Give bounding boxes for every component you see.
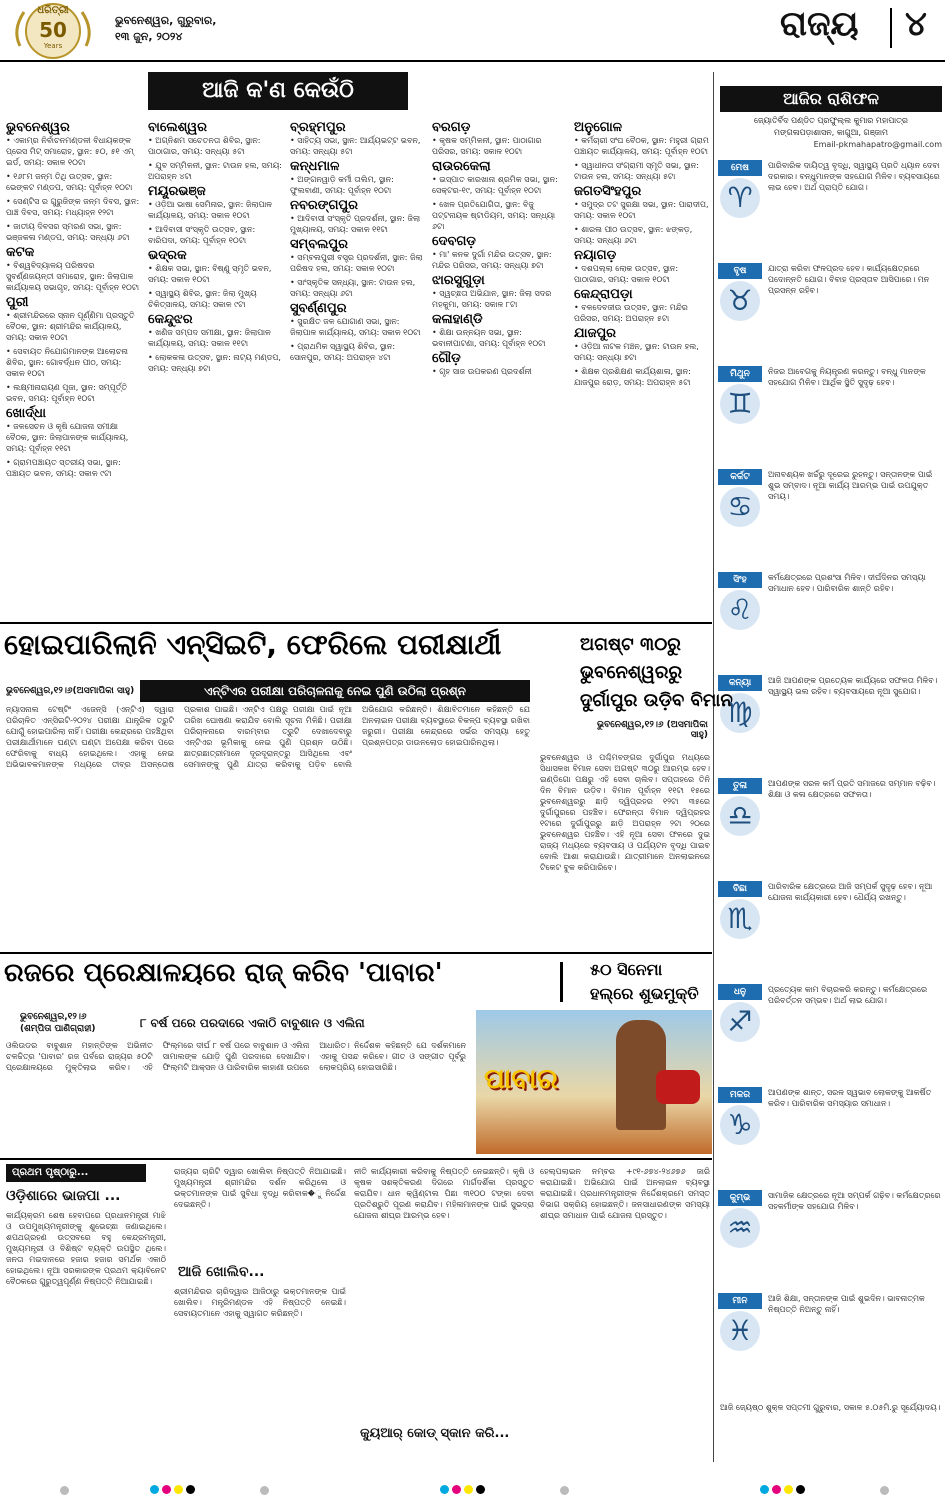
zodiac-name: କନ୍ୟା xyxy=(718,675,762,691)
events-column xyxy=(432,118,567,613)
event-item: • ଓଡ଼ିଆ ଭାଷା ସେମିନାର, ସ୍ଥାନ: ଜିଲାପାଳ କାର୍ଯ୍ୟାଳୟ, ସମୟ: ସକାଳ ୧୦ଟା xyxy=(148,199,283,221)
event-town: ଭୁବନେଶ୍ୱର xyxy=(6,120,70,135)
zodiac-row xyxy=(718,366,945,464)
zodiac-prediction: ନିଜର ଆବେଗକୁ ନିୟନ୍ତ୍ରଣ କରନ୍ତୁ। ବନ୍ଧୁ ମାନଙ୍କ ସହଯୋଗ ମିଳିବ। ଆର୍ଥିକ ସ୍ଥିତି ସୁଦୃଢ଼ ହେବ। xyxy=(768,367,926,387)
event-town: ପୁରୀ xyxy=(6,295,29,310)
zodiac-name: ମକର xyxy=(718,1087,762,1103)
story3-side-2: ହଲ୍‌ରେ ଶୁଭମୁକ୍ତି xyxy=(590,984,699,1003)
event-town: ବରଗଡ଼ xyxy=(432,120,471,135)
zodiac-row xyxy=(718,160,945,258)
zodiac-prediction: ଆପଣଙ୍କ ଶାନ୍ତ, ସରଳ ସ୍ୱଭାବ ଲୋକଙ୍କୁ ଆକର୍ଷିତ କରିବ। ପାରିବାରିକ ସମସ୍ୟାର ସମାଧାନ। xyxy=(768,1088,932,1108)
poster-drum xyxy=(656,1070,700,1104)
event-town: ଝାରସୁଗୁଡ଼ା xyxy=(432,273,485,288)
story3-dateline-2: (ଶମ୍ପିତା ପାଣିଗ୍ରାହୀ) xyxy=(20,1024,96,1034)
event-item: • ଶିକ୍ଷକ ପ୍ରଶିକ୍ଷଣ କାର୍ଯ୍ୟଶାଳା, ସ୍ଥାନ: ଯାଜପୁର ରୋଡ଼, ସମୟ: ଅପରାହ୍ନ ୫ଟା xyxy=(574,366,710,388)
zodiac-prediction: ପ୍ରତ୍ୟେକ କାମ ବିଚାରକରି କରନ୍ତୁ। କର୍ମକ୍ଷେତ୍ରରେ ପରିବର୍ତ୍ତନ ସମ୍ଭବ। ଅର୍ଥ ଲାଭ ଯୋଗ। xyxy=(768,985,928,1005)
frontpage-body-5: ହେଲ୍ପଲାଇନ ନମ୍ବର +୯୧-୬୭୪-୨୪୬୭୬ ଜାରି କରାଯାଇଛି। ଅଭିଯୋଗ ପାଇଁ ଅନଲାଇନ ବ୍ୟବସ୍ଥା କରାଯାଇଛି। ପ୍ରଧାନମନ୍ତ୍ରୀଙ୍କ ନିର୍ଦ୍ଦେଶକ୍ରମେ ସମସ୍ତ ବିଭାଗ ସକ୍ରିୟ ହୋଇଛନ୍ତି। ଜନସାଧାରଣଙ୍କ ସମସ୍ୟା ଶୀଘ୍ର ସମାଧାନ ପାଇଁ ଯୋଜନା ପ୍ରସ୍ତୁତ। xyxy=(540,1167,710,1220)
event-item: • କର୍ମଚାରୀ ସଂଘ ବୈଠକ, ସ୍ଥାନ: ମହୁରୀ ଗ୍ରାମ ପଞ୍ଚାୟତ କାର୍ଯ୍ୟାଳୟ, ସମୟ: ପୂର୍ବାହ୍ନ ୧୦ଟା xyxy=(574,135,710,157)
frontpage-top-rule xyxy=(0,1158,712,1160)
zodiac-symbol-icon: ♏ xyxy=(720,899,760,939)
events-column xyxy=(290,118,425,613)
events-column xyxy=(148,118,283,613)
masthead-rule xyxy=(0,60,945,62)
zodiac-prediction: ପାରିବାରିକ କ୍ଷେତ୍ରରେ ଆଜି ସମ୍ପର୍କ ସୁଦୃଢ଼ ହେବ। ନୂଆ ଯୋଜନା କାର୍ଯ୍ୟକାରୀ ହେବ। ଧୈର୍ଯ୍ୟ ରଖନ୍ତୁ। xyxy=(768,882,933,902)
zodiac-prediction: ଆପଣଙ୍କ ସରଳ କର୍ମ ପ୍ରତି ସମାଜରେ ସମ୍ମାନ ବଢ଼ିବ। ଶିକ୍ଷା ଓ କଳା କ୍ଷେତ୍ରରେ ସଫଳତା। xyxy=(768,779,936,799)
event-town: ଯାଜପୁର xyxy=(574,326,617,341)
event-item: • ଇସ୍ପାତ କାରଖାନା ଶ୍ରମିକ ସଭା, ସ୍ଥାନ: ସେକ୍ଟର-୧୯, ସମୟ: ପୂର୍ବାହ୍ନ ୧୦ଟା xyxy=(432,174,567,196)
event-town: ବାଲେଶ୍ୱର xyxy=(148,120,207,135)
zodiac-row xyxy=(718,1293,945,1391)
zodiac-prediction: ଅନାବଶ୍ୟକ ଖର୍ଚ୍ଚରୁ ଦୂରେଇ ରୁହନ୍ତୁ। ସନ୍ତାନଙ୍କ ପାଇଁ ଶୁଭ ସମ୍ବାଦ। ନୂଆ କାର୍ଯ୍ୟ ଆରମ୍ଭ ପାଇଁ ଉପଯୁକ୍ତ ସମୟ। xyxy=(768,470,933,501)
zodiac-name: ବୃଷ xyxy=(718,263,762,279)
logo-years: 50 xyxy=(39,18,67,42)
zodiac-name: ମେଷ xyxy=(718,160,762,176)
story2-headline-1: ଅଗଷ୍ଟ ୩୦ରୁ xyxy=(580,634,681,655)
event-item: • ଲକ୍ଷ୍ମୀନାରାୟଣ ପୂଜା, ସ୍ଥାନ: ସମ୍ପୂର୍ତ୍ତି ଭବନ, ସମୟ: ପୂର୍ବାହ୍ନ ୧୦ଟା xyxy=(6,382,142,404)
zodiac-row xyxy=(718,469,945,567)
rashifala-footer: ଆଜି ଜ୍ୟେଷ୍ଠ ଶୁକ୍ଳ ସପ୍ତମୀ ଗୁରୁବାର, ସକାଳ ୫.୦୫ମି.ରୁ ସୂର୍ଯ୍ୟୋଦୟ। xyxy=(720,1403,941,1412)
zodiac-symbol-icon: ♊ xyxy=(720,384,760,424)
zodiac-prediction: ଯାତ୍ରା କରିବା ଫଳପ୍ରଦ ହେବ। କାର୍ଯ୍ୟକ୍ଷେତ୍ରରେ ପଦୋନ୍ନତି ଯୋଗ। ବିବାହ ପ୍ରସ୍ତାବ ଆସିପାରେ। ମନ ପ୍ରସନ୍ନ ରହିବ। xyxy=(768,264,930,295)
event-item: • ଓଡ଼ିଆ ନାଟକ ମଞ୍ଚନ, ସ୍ଥାନ: ଟାଉନ ହଲ, ସମୟ: ସନ୍ଧ୍ୟା ୭ଟା xyxy=(574,341,710,363)
event-town: କେନ୍ଦ୍ରାପଡ଼ା xyxy=(574,287,633,302)
event-item: • ଅଗ୍ନିଶମ ସଚେତନତା ଶିବିର, ସ୍ଥାନ: ପାଠାଗାର, ସମୟ: ସନ୍ଧ୍ୟା ୫ଟା xyxy=(148,135,283,157)
event-item: • ସମୁଦ୍ର ତଟ ସୁରକ୍ଷା ସଭା, ସ୍ଥାନ: ପାରାଦୀପ, ସମୟ: ସକାଳ ୧୦ଟା xyxy=(574,199,710,221)
rashifala-header xyxy=(720,86,942,112)
event-town: କଟକ xyxy=(6,245,35,260)
story1-headline: ହୋଇପାରିଲାନି ଏନ୍‌ସିଇଟି, ଫେରିଲେ ପରୀକ୍ଷାର୍ଥୀ xyxy=(4,628,502,661)
zodiac-symbol-icon: ♍ xyxy=(720,693,760,733)
event-item: • ପ୍ରାଥମିକ ସ୍ୱାସ୍ଥ୍ୟ ଶିବିର, ସ୍ଥାନ: ସୋନପୁର, ସମୟ: ଅପରାହ୍ନ ୪ଟା xyxy=(290,341,425,363)
story1-top-rule xyxy=(0,622,712,624)
zodiac-prediction: ସାମାଜିକ କ୍ଷେତ୍ରରେ ନୂଆ ସମ୍ପର୍କ ଗଢ଼ିବ। କର୍ମକ୍ଷେତ୍ରରେ ସହକର୍ମୀଙ୍କ ସହଯୋଗ ମିଳିବ। xyxy=(768,1191,941,1211)
event-item: • ଯୁବ ସମ୍ମିଳନୀ, ସ୍ଥାନ: ଟାଉନ ହଲ, ସମୟ: ଅପରାହ୍ନ ୪ଟା xyxy=(148,160,283,182)
event-town: ଗୌଡ଼ xyxy=(432,351,461,366)
zodiac-prediction: କର୍ମକ୍ଷେତ୍ରରେ ପ୍ରଶଂସା ମିଳିବ। ଦୀର୍ଘଦିନର ସମସ୍ୟା ସମାଧାନ ହେବ। ପାରିବାରିକ ଶାନ୍ତି ରହିବ। xyxy=(768,573,926,593)
zodiac-symbol-icon: ♒ xyxy=(720,1208,760,1248)
frontpage-label: ପ୍ରଥମ ପୃଷ୍ଠାରୁ... xyxy=(12,1167,89,1178)
event-item: • ସ୍ୱାସ୍ଥ୍ୟ ଶିବିର, ସ୍ଥାନ: ଜିଲା ମୁଖ୍ୟ ଚିକିତ୍ସାଳୟ, ସମୟ: ସକାଳ ୯ଟା xyxy=(148,288,283,310)
zodiac-row xyxy=(718,263,945,361)
poster-title: ପାବାର xyxy=(484,1062,559,1095)
story3-dateline: ଭୁବନେଶ୍ୱର,୧୨।୬ xyxy=(20,1012,87,1022)
zodiac-name: ବିଛା xyxy=(718,881,762,897)
registration-marks xyxy=(0,1474,945,1494)
event-town: ଦେବଗଡ଼ xyxy=(432,234,476,249)
event-item: • ବିଶ୍ୱବିଦ୍ୟାଳୟ ପରିଷଦର ସୁବର୍ଣ୍ଣଜୟନ୍ତୀ ସମାରୋହ, ସ୍ଥାନ: ଜିଲାପାଳ କାର୍ଯ୍ୟାଳୟ ସଭାଗୃହ, ସମୟ: ପୂର୍ବାହ୍ନ ୧୦ଟା xyxy=(6,260,142,293)
zodiac-row xyxy=(718,881,945,979)
events-column xyxy=(574,118,710,613)
event-item: • ମା' କନକ ଦୁର୍ଗା ମନ୍ଦିର ଉତ୍ସବ, ସ୍ଥାନ: ମନ୍ଦିର ପରିସର, ସମୟ: ସନ୍ଧ୍ୟା ୭ଟା xyxy=(432,249,567,271)
event-town: ରାଉରକେଲା xyxy=(432,159,491,174)
frontpage-heading: ଓଡ଼ିଶାରେ ଭାଜପା ... xyxy=(6,1188,121,1204)
event-item: • ଲୋକକଳା ଉତ୍ସବ, ସ୍ଥାନ: ନାଟ୍ୟ ମଣ୍ଡପ, ସମୟ: ସନ୍ଧ୍ୟା ୭ଟା xyxy=(148,352,283,374)
zodiac-row xyxy=(718,984,945,1082)
events-header xyxy=(148,72,408,110)
story3-headline: ରଜରେ ପ୍ରେକ୍ଷାଳୟରେ ରାଜ୍ କରିବ 'ପାବାର' xyxy=(4,958,443,988)
frontpage-heading-2: ଆଜି ଖୋଲିବ... xyxy=(178,1264,265,1280)
frontpage-heading-3: କ୍ୟୁଆର୍ କୋଡ୍ ସ୍କାନ କରି... xyxy=(360,1426,510,1441)
event-town: ବ୍ରହ୍ମପୁର xyxy=(290,120,346,135)
zodiac-name: ମୀନ xyxy=(718,1293,762,1309)
event-item: • ସ୍ୱଚ୍ଛତା ଅଭିଯାନ, ସ୍ଥାନ: ଜିଲା ସଦର ମହକୁମା, ସମୟ: ସକାଳ ୮ଟା xyxy=(432,288,567,310)
event-item: • ସମ୍ବଲପୁରୀ ବସ୍ତ୍ର ପ୍ରଦର୍ଶନୀ, ସ୍ଥାନ: ଜିଲା ପରିଷଦ ହଲ, ସମୟ: ସକାଳ ୧୦ଟା xyxy=(290,252,425,274)
story3-body: ଓଲିଉଡର ବାବୁଶାନ ମହାନ୍ତିଙ୍କ ଅଭିନୀତ ଚଳଚ୍ଚିତ୍ର 'ପାବାର' ରଜ ପର୍ବରେ ରାଜ୍ୟର ୫୦ଟି ପ୍ରେକ୍ଷାଳୟରେ ମୁକ୍ତିଲାଭ କରିବ। ଏହି ଫିଲ୍ମରେ ଦୀର୍ଘ ୮ ବର୍ଷ ପରେ ବାବୁଶାନ ଓ ଏଲିନା ସାମାଲଙ୍କ ଯୋଡ଼ି ପୁଣି ପରଦାରେ ଦେଖାଯିବ। ଫିଲ୍ମଟି ଆକ୍ସନ ଓ ପାରିବାରିକ କାହାଣୀ ଉପରେ ଆଧାରିତ। ନିର୍ଦ୍ଦେଶକ କହିଛନ୍ତି ଯେ ଦର୍ଶକମାନେ ଏହାକୁ ପସନ୍ଦ କରିବେ। ଗୀତ ଓ ସଙ୍ଗୀତ ପୂର୍ବରୁ ଲୋକପ୍ରିୟ ହୋଇସାରିଛି। xyxy=(6,1041,466,1072)
zodiac-symbol-icon: ♉ xyxy=(720,281,760,321)
zodiac-name: କୁମ୍ଭ xyxy=(718,1190,762,1206)
event-item: • ଗ୍ରାମପଞ୍ଚାୟତ ସ୍ତରୀୟ ସଭା, ସ୍ଥାନ: ପଞ୍ଚାୟତ ଭବନ, ସମୟ: ସକାଳ ୯ଟା xyxy=(6,457,142,479)
event-item: • ଖଣିଜ ସମ୍ପଦ ସମୀକ୍ଷା, ସ୍ଥାନ: ଜିଲାପାଳ କାର୍ଯ୍ୟାଳୟ, ସମୟ: ସକାଳ ୧୧ଟା xyxy=(148,327,283,349)
logo xyxy=(6,2,101,60)
event-item: • ସେବାୟତ ନିଯୋଗମାନଙ୍କ ଆଲୋଚନା ଶିବିର, ସ୍ଥାନ: ଗୋବର୍ଦ୍ଧନ ପୀଠ, ସମୟ: ସକାଳ ୧୦ଟା xyxy=(6,346,142,379)
event-town: ଅନୁଗୋଳ xyxy=(574,120,623,135)
story1-body: ନ୍ୟାସନାଲ ଟେଷ୍ଟିଂ ଏଜେନ୍ସି (ଏନ୍‌ଟିଏ) ଦ୍ୱାରା ପରିଚାଳିତ ଏନ୍‌ସିଇଟି-୨୦୨୪ ପରୀକ୍ଷା ଯାନ୍ତ୍ରିକ ତ୍ରୁଟି ଯୋଗୁଁ ହୋଇପାରିଲା ନାହିଁ। ପରୀକ୍ଷା କେନ୍ଦ୍ରରେ ପହଞ୍ଚିଥିବା ପରୀକ୍ଷାର୍ଥୀମାନେ ଘଣ୍ଟା ଘଣ୍ଟା ଅପେକ୍ଷା କରିବା ପରେ ଫେରିବାକୁ ବାଧ୍ୟ ହୋଇଥିଲେ। ଏହାକୁ ନେଇ ଅଭିଭାବକମାନଙ୍କ ମଧ୍ୟରେ ତୀବ୍ର ଅସନ୍ତୋଷ ପ୍ରକାଶ ପାଇଛି। ଏନ୍‌ଟିଏ ପକ୍ଷରୁ ପରୀକ୍ଷା ପାଇଁ ନୂଆ ତାରିଖ ଘୋଷଣା କରାଯିବ ବୋଲି ସୂଚନା ମିଳିଛି। ପରୀକ୍ଷା ପରିଚାଳନାରେ ବାରମ୍ବାର ତ୍ରୁଟି ଦେଖାଦେବାରୁ ଏନ୍‌ଟିଏର ଭୂମିକାକୁ ନେଇ ପୁଣି ପ୍ରଶ୍ନ ଉଠିଛି। ଛାତ୍ରଛାତ୍ରୀମାନେ ଦୂରଦୂରାନ୍ତରୁ ଆସିଥିଲେ ଏବଂ ସେମାନଙ୍କୁ ପୁଣି ଯାତ୍ରା କରିବାକୁ ପଡ଼ିବ ବୋଲି ଅଭିଯୋଗ କରିଛନ୍ତି। ଶିକ୍ଷାବିତମାନେ କହିଛନ୍ତି ଯେ ଅନଲାଇନ ପରୀକ୍ଷା ବ୍ୟବସ୍ଥାରେ ବିକଳ୍ପ ବ୍ୟବସ୍ଥା ରଖିବା ଜରୁରୀ। ପରୀକ୍ଷା କେନ୍ଦ୍ରରେ ସର୍ଭର ସମସ୍ୟା ହେତୁ ପ୍ରଶ୍ନପତ୍ର ଡାଉନଲୋଡ ହୋଇପାରିନଥିଲା। xyxy=(6,705,530,769)
zodiac-symbol-icon: ♌ xyxy=(720,590,760,630)
event-item: • ସେଣ୍ଟିସ ର ଗୁରୁଜିଙ୍କ ଜନ୍ମ ଦିବସ, ସ୍ଥାନ: ପାଞ୍ଚ ଦିବସ, ସମୟ: ମଧ୍ୟାହ୍ନ ୧୨ଟା xyxy=(6,196,142,218)
event-town: କେନ୍ଦୁଝର xyxy=(148,312,193,327)
story2-dateline: ଭୁବନେଶ୍ୱର,୧୨।୬ (ଅସମାପିକା ସାହୁ) xyxy=(597,720,708,740)
frontpage-body-2: ରାଜ୍ୟର ଚାରିଟି ଦ୍ୱାର ଖୋଲିବା ନିଷ୍ପତ୍ତି ନିଆଯାଇଛି। ମୁଖ୍ୟମନ୍ତ୍ରୀ ଶ୍ରୀମନ୍ଦିର ଦର୍ଶନ କରିଥିଲେ ଓ ଭକ୍ତମାନଙ୍କ ପାଇଁ ସୁବିଧା ବୃଦ୍ଧି କରିବାକ�ୁ ନିର୍ଦ୍ଦେଶ ଦେଇଛନ୍ତି। xyxy=(174,1167,346,1209)
event-town: ସୁବର୍ଣ୍ଣପୁର xyxy=(290,301,347,316)
story1-subhead-bar xyxy=(140,680,530,702)
event-town: ଖୋର୍ଦ୍ଧା xyxy=(6,406,46,421)
events-column xyxy=(6,118,142,613)
story1-dateline: ଭୁବନେଶ୍ୱର,୧୨।୬(ଅସମାପିକା ସାହୁ) xyxy=(6,686,135,696)
zodiac-row xyxy=(718,1190,945,1288)
event-item: • ଶିକ୍ଷା ଉନ୍ନୟନ ସଭା, ସ୍ଥାନ: ଭବାନୀପାଟଣା, ସମୟ: ପୂର୍ବାହ୍ନ ୧୦ଟା xyxy=(432,327,567,349)
story3-side-1: ୫୦ ସିନେମା xyxy=(590,960,663,979)
event-town: ନବରଙ୍ଗପୁର xyxy=(290,198,359,213)
story3-divider xyxy=(560,962,563,1002)
section-divider xyxy=(890,8,892,48)
zodiac-symbol-icon: ♋ xyxy=(720,487,760,527)
zodiac-prediction: ଆଜି ଶିକ୍ଷା, ସନ୍ତାନଙ୍କ ପାଇଁ ଶୁଭଦିନ। ଭାବନାତ୍ମକ ନିଷ୍ପତ୍ତି ନିଅନ୍ତୁ ନାହିଁ। xyxy=(768,1294,925,1314)
event-item: • ଖେଳ ପ୍ରତିଯୋଗିତା, ସ୍ଥାନ: ବିଜୁ ପଟ୍ଟନାୟକ ଷ୍ଟାଡିୟମ, ସମୟ: ସନ୍ଧ୍ୟା ୬ଟା xyxy=(432,199,567,232)
zodiac-symbol-icon: ♓ xyxy=(720,1311,760,1351)
event-town: କନ୍ଧମାଳ xyxy=(290,159,340,174)
zodiac-row xyxy=(718,675,945,773)
event-town: ମୟୂରଭଞ୍ଜ xyxy=(148,184,206,199)
zodiac-prediction: ପାରିବାରିକ ଦାୟିତ୍ୱ ବୃଦ୍ଧି, ସ୍ୱାସ୍ଥ୍ୟ ପ୍ରତି ଧ୍ୟାନ ଦେବା ଦରକାର। ବନ୍ଧୁମାନଙ୍କ ସହଯୋଗ ମିଳିବ। ବ୍ୟବସାୟରେ ଲାଭ ହେବ। ଅର୍ଥ ପ୍ରାପ୍ତି ଯୋଗ। xyxy=(768,161,940,192)
frontpage-label-bar xyxy=(6,1164,146,1182)
story3-subhead: ୮ ବର୍ଷ ପରେ ପରଦାରେ ଏକାଠି ବାବୁଶାନ ଓ ଏଲିନା xyxy=(140,1016,365,1030)
event-town: ସମ୍ବଲପୁର xyxy=(290,237,348,252)
story3-top-rule xyxy=(0,952,712,954)
event-town: କଳାହାଣ୍ଡି xyxy=(432,312,483,327)
dateline-date: ୧୩ ଜୁନ, ୨୦୨୪ xyxy=(115,30,183,43)
zodiac-row xyxy=(718,572,945,670)
zodiac-row xyxy=(718,1087,945,1185)
zodiac-name: ଧନୁ xyxy=(718,984,762,1000)
event-town: ଭଦ୍ରକ xyxy=(148,248,187,263)
logo-years-sub: Years xyxy=(43,42,63,50)
event-item: • ୧୬୮ମ ଜନ୍ମ ତିଥି ଉତ୍ସବ, ସ୍ଥାନ: ଭେଙ୍କଟ ମଣ୍ଡପ, ସମୟ: ପୂର୍ବାହ୍ନ ୧୦ଟା xyxy=(6,171,142,193)
zodiac-symbol-icon: ♑ xyxy=(720,1105,760,1145)
page-number: ୪ xyxy=(905,4,927,44)
event-item: • ଦଶପଲ୍ଲା ଲୋକ ଉତ୍ସବ, ସ୍ଥାନ: ପାଠାଗାର, ସମୟ: ସକାଳ ୧୦ଟା xyxy=(574,263,710,285)
astrologer-address: ମଙ୍ଗଳାପଡ଼ାଶାସନ, କାଗୁଆ, ଗଞ୍ଜାମ xyxy=(773,128,889,137)
event-item: • ଜଳସେଚନ ଓ କୃଷି ଯୋଜନା ସମୀକ୍ଷା ବୈଠକ, ସ୍ଥାନ: ଜିଲାପାଳଙ୍କ କାର୍ଯ୍ୟାଳୟ, ସମୟ: ପୂର୍ବାହ୍ନ ୧୧ଟା xyxy=(6,421,142,454)
story1-subhead: ଏନ୍‌ଟିଏର ପରୀକ୍ଷା ପରିଚାଳନାକୁ ନେଇ ପୁଣି ଉଠିଲା ପ୍ରଶ୍ନ xyxy=(204,684,466,698)
zodiac-name: ତୁଳା xyxy=(718,778,762,794)
zodiac-prediction: ଆଜି ଆପଣଙ୍କ ପ୍ରତ୍ୟେକ କାର୍ଯ୍ୟରେ ସଫଳତା ମିଳିବ। ସ୍ୱାସ୍ଥ୍ୟ ଭଲ ରହିବ। ବ୍ୟବସାୟରେ ନୂଆ ସୁଯୋଗ। xyxy=(768,676,938,696)
film-poster xyxy=(476,1010,712,1154)
event-item: • ଶାରଳା ପୀଠ ଉତ୍ସବ, ସ୍ଥାନ: ଝଙ୍କଡ଼, ସମୟ: ସନ୍ଧ୍ୟା ୬ଟା xyxy=(574,224,710,246)
event-item: • ବଳଦେବଜୀଉ ଉତ୍ସବ, ସ୍ଥାନ: ମନ୍ଦିର ପରିସର, ସମୟ: ଅପରାହ୍ନ ୫ଟା xyxy=(574,302,710,324)
event-item: • କୃଷକ ସମ୍ମିଳନୀ, ସ୍ଥାନ: ପାଠାଗାର ପରିସର, ସମୟ: ସକାଳ ୧୦ଟା xyxy=(432,135,567,157)
frontpage-body-3: ଶ୍ରୀମନ୍ଦିରର ଚାରିଦ୍ୱାର ଆଜିଠାରୁ ଭକ୍ତମାନଙ୍କ ପାଇଁ ଖୋଲିବ। ମନ୍ତ୍ରିମଣ୍ଡଳ ଏହି ନିଷ୍ପତ୍ତି ନେଇଛି। ସେବାୟତମାନେ ଏହାକୁ ସ୍ୱାଗତ କରିଛନ୍ତି। xyxy=(174,1287,346,1318)
zodiac-symbol-icon: ♐ xyxy=(720,1002,760,1042)
zodiac-name: କର୍କଟ xyxy=(718,469,762,485)
frontpage-body-1: କାର୍ଯ୍ୟକ୍ରମ ଶେଷ ହେବାପରେ ପ୍ରଧାନମନ୍ତ୍ରୀ ମାଝି ଓ ଉପମୁଖ୍ୟମନ୍ତ୍ରୀଙ୍କୁ ଶୁଭେଚ୍ଛା ଜଣାଇଥିଲେ। ଶପଥଗ୍ରହଣ ଉତ୍ସବରେ ବହୁ କେନ୍ଦ୍ରମନ୍ତ୍ରୀ, ମୁଖ୍ୟମନ୍ତ୍ରୀ ଓ ବିଶିଷ୍ଟ ବ୍ୟକ୍ତି ଉପସ୍ଥିତ ଥିଲେ। ଜନତା ମଇଦାନରେ ହଜାର ହଜାର ସମର୍ଥକ ଏକାଠି ହୋଇଥିଲେ। ନୂଆ ସରକାରଙ୍କ ପ୍ରଥମ କ୍ୟାବିନେଟ ବୈଠକରେ ଗୁରୁତ୍ୱପୂର୍ଣ୍ଣ ନିଷ୍ପତ୍ତି ନିଆଯାଇଛି। xyxy=(6,1211,166,1286)
dateline-city: ଭୁବନେଶ୍ୱର, ଗୁରୁବାର, xyxy=(115,14,217,27)
column-divider xyxy=(713,72,714,1462)
story2-body: ଭୁବନେଶ୍ୱର ଓ ପଶ୍ଚିମବଙ୍ଗର ଦୁର୍ଗାପୁର ମଧ୍ୟରେ ସିଧାସଳଖ ବିମାନ ସେବା ଅଗଷ୍ଟ ୩୦ରୁ ଆରମ୍ଭ ହେବ। ଇଣ୍ଡିଗୋ ପକ୍ଷରୁ ଏହି ସେବା ଚାଲିବ। ସପ୍ତାହରେ ତିନି ଦିନ ବିମାନ ଉଡ଼ିବ। ବିମାନ ପୂର୍ବାହ୍ନ ୧୧ଟା ୧୫ରେ ଭୁବନେଶ୍ୱରରୁ ଛାଡ଼ି ଦ୍ୱିପ୍ରହର ୧୨ଟା ୩୫ରେ ଦୁର୍ଗାପୁରରେ ପହଞ୍ଚିବ। ଫେରନ୍ତା ବିମାନ ଦ୍ୱିପ୍ରହର ୧ଟାରେ ଦୁର୍ଗାପୁରରୁ ଛାଡ଼ି ଅପରାହ୍ନ ୨ଟା ୨୦ରେ ଭୁବନେଶ୍ୱର ପହଞ୍ଚିବ। ଏହି ନୂଆ ସେବା ଫଳରେ ଦୁଇ ରାଜ୍ୟ ମଧ୍ୟରେ ବ୍ୟବସାୟ ଓ ପର୍ଯ୍ୟଟନ ବୃଦ୍ଧି ପାଇବ ବୋଲି ଆଶା କରାଯାଉଛି। ଯାତ୍ରୀମାନେ ଅନଲାଇନରେ ଟିକେଟ ବୁକ କରିପାରିବେ। xyxy=(540,753,710,872)
event-item: • ସ୍ୱାଧୀନତା ସଂଗ୍ରାମୀ ସ୍ମୃତି ସଭା, ସ୍ଥାନ: ଟାଉନ ହଲ, ସମୟ: ସନ୍ଧ୍ୟା ୫ଟା xyxy=(574,160,710,182)
logo-title: ଧରିତ୍ରୀ xyxy=(37,5,69,16)
event-town: ନୟାଗଡ଼ xyxy=(574,248,617,263)
events-header-title: ଆଜି କ'ଣ କେଉଁଠି xyxy=(202,78,354,103)
event-item: • ଆଦିବାସୀ ସଂସ୍କୃତି ଉତ୍ସବ, ସ୍ଥାନ: ବାରିପଦା, ସମୟ: ପୂର୍ବାହ୍ନ ୧୦ଟା xyxy=(148,224,283,246)
zodiac-name: ମିଥୁନ xyxy=(718,366,762,382)
event-item: • ଶ୍ରୀମନ୍ଦିରରେ ସ୍ନାନ ପୂର୍ଣ୍ଣିମା ପ୍ରସ୍ତୁତି ବୈଠକ, ସ୍ଥାନ: ଶ୍ରୀମନ୍ଦିର କାର୍ଯ୍ୟାଳୟ, ସମୟ: ସକାଳ ୧୦ଟା xyxy=(6,310,142,343)
event-item: • ସାହିତ୍ୟ ସଭା, ସ୍ଥାନ: ଆର୍ଯ୍ୟଭଟ୍ଟ ଭବନ, ସମୟ: ସନ୍ଧ୍ୟା ୫ଟା xyxy=(290,135,425,157)
zodiac-name: ସିଂହ xyxy=(718,572,762,588)
section-name: ରାଜ୍ୟ xyxy=(780,4,859,44)
event-item: • ସାଂସ୍କୃତିକ ସନ୍ଧ୍ୟା, ସ୍ଥାନ: ଟାଉନ ହଲ, ସମୟ: ସନ୍ଧ୍ୟା ୬ଟା xyxy=(290,277,425,299)
story2-headline-2: ଭୁବନେଶ୍ୱରରୁ xyxy=(580,662,683,683)
event-item: • ଜାତୀୟ ଦିବସର ସ୍ମରଣ ସଭା, ସ୍ଥାନ: ଭଞ୍ଜକଳା ମଣ୍ଡପ, ସମୟ: ସନ୍ଧ୍ୟା ୬ଟା xyxy=(6,221,142,243)
event-item: • ଆଦିବାସୀ ସଂସ୍କୃତି ପ୍ରଦର୍ଶନୀ, ସ୍ଥାନ: ଜିଲା ମୁଖ୍ୟାଳୟ, ସମୟ: ସକାଳ ୧୧ଟା xyxy=(290,213,425,235)
event-item: • ଗୃହ ସାଜ ଉପକରଣ ପ୍ରଦର୍ଶନୀ xyxy=(432,366,567,377)
zodiac-row xyxy=(718,778,945,876)
astrologer-name: ଜ୍ୟୋତିର୍ବିଦ ପଣ୍ଡିତ ପ୍ରଫୁଲ୍ଲ କୁମାର ମହାପାତ୍ର xyxy=(754,116,908,125)
rashifala-title: ଆଜିର ରାଶିଫଳ xyxy=(783,89,879,108)
event-item: • ଏକାମ୍ର ନିର୍ବାଚନମଣ୍ଡଳୀ ବିଧାୟକଙ୍କ ପ୍ରେସ ମିଟ୍ ସମାରୋହ, ସ୍ଥାନ: ୫୦, ୫୧ ଏମ୍ ଇର୍ଡ, ସମୟ: ସକାଳ ୧୦ଟା xyxy=(6,135,142,168)
zodiac-symbol-icon: ♈ xyxy=(720,178,760,218)
frontpage-body-4: ନୀତି କାର୍ଯ୍ୟକାରୀ କରିବାକୁ ନିଷ୍ପତ୍ତି ନେଇଛନ୍ତି। କୃଷି ଓ କୃଷକ ସଶକ୍ତିକରଣ ଦିଗରେ ମାର୍ଗଦର୍ଶିକା ପ୍ରସ୍ତୁତ କରାଯିବ। ଧାନ କ୍ୱିଣ୍ଟାଲ ପିଛା ୩୧୦୦ ଟଙ୍କା ଦେବା ପ୍ରତିଶ୍ରୁତି ପୂରଣ କରାଯିବ। ମହିଳାମାନଙ୍କ ପାଇଁ ସୁଭଦ୍ରା ଯୋଜନା ଶୀଘ୍ର ଆରମ୍ଭ ହେବ। xyxy=(354,1167,534,1220)
zodiac-symbol-icon: ♎ xyxy=(720,796,760,836)
event-item: • ଶିକ୍ଷକ ସଭା, ସ୍ଥାନ: ବିଷ୍ଣୁ ସ୍ମୃତି ଭବନ, ସମୟ: ସକାଳ ୧୦ଟା xyxy=(148,263,283,285)
event-town: ଜଗତସିଂହପୁର xyxy=(574,184,642,199)
event-item: • ଅଙ୍ଗନୱାଡ଼ି କର୍ମୀ ତାଲିମ, ସ୍ଥାନ: ଫୁଲବାଣୀ, ସମୟ: ପୂର୍ବାହ୍ନ ୧୦ଟା xyxy=(290,174,425,196)
story2-headline-3: ଦୁର୍ଗାପୁର ଉଡ଼ିବ ବିମାନ xyxy=(580,690,733,711)
astrologer-email: Email-pkmahapatro@gmail.com xyxy=(813,140,942,149)
event-item: • ସୁରକ୍ଷିତ ଜଳ ଯୋଗାଣ ସଭା, ସ୍ଥାନ: ଜିଲାପାଳ କାର୍ଯ୍ୟାଳୟ, ସମୟ: ସକାଳ ୧୦ଟା xyxy=(290,316,425,338)
